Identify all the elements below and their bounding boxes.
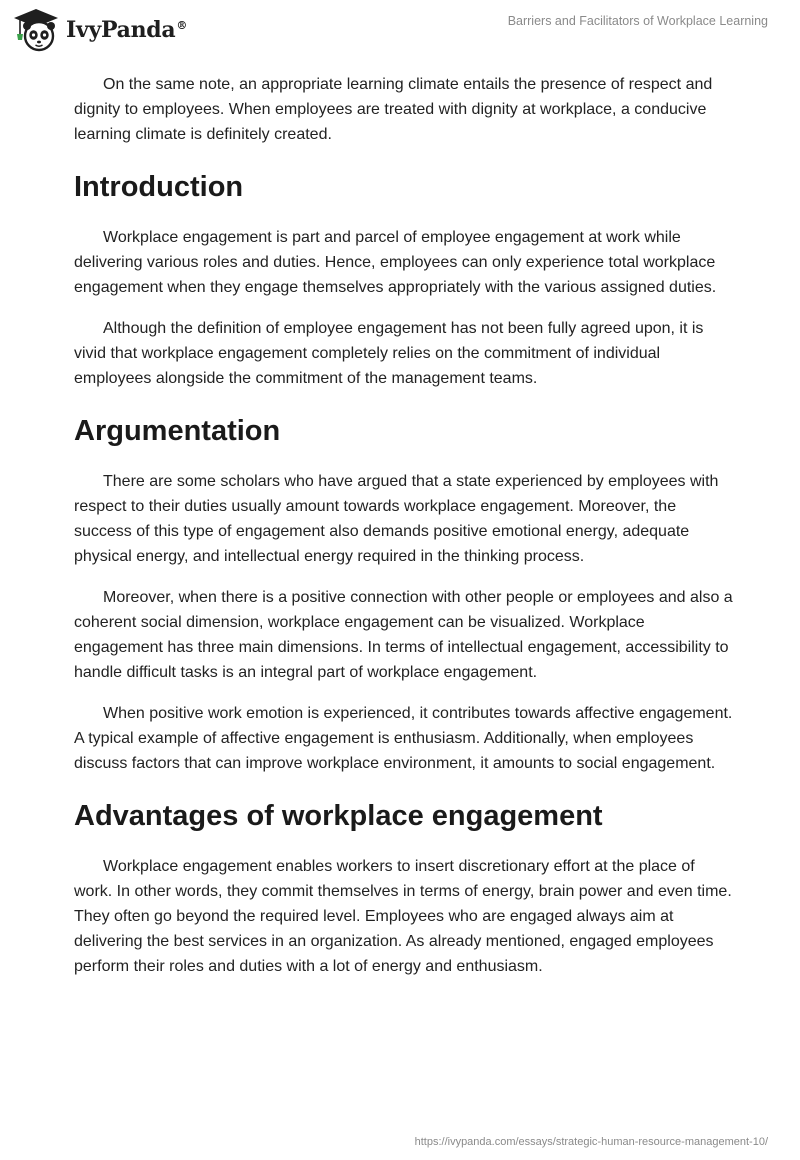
- paragraph: When positive work emotion is experienced, it contributes towards affective engagement. A typical example of affective engagement is enthusiasm. Additionally, when employees discuss factors that can improve workplace environment, it amounts to social engagement.: [74, 705, 733, 772]
- paragraph: On the same note, an appropriate learning climate entails the presence of respect and dignity to employees. When employees are treated with dignity at workplace, a conducive learning climate is definitely created.: [74, 76, 713, 143]
- paragraph: There are some scholars who have argued that a state experienced by employees with respect to their duties usually amount towards workplace engagement. Moreover, the success of this type of engagement also demands positive emotional energy, adequate physical energy, and intellectual energy required in the thinking process.: [74, 473, 719, 565]
- section-heading-argumentation: Argumentation: [74, 415, 281, 447]
- page-header: [0, 0, 800, 60]
- section-heading-introduction: Introduction: [74, 171, 244, 203]
- document-title: Barriers and Facilitators of Workplace Learning: [507, 14, 768, 28]
- paragraph: Workplace engagement is part and parcel of employee engagement at work while delivering various roles and duties. Hence, employees can only experience total workplace engagement when they engage themselves appropriately with the various assigned duties.: [74, 229, 717, 296]
- essay-body: [74, 72, 734, 995]
- paragraph: Moreover, when there is a positive connection with other people or employees and also a coherent social dimension, workplace engagement can be visualized. Workplace engagement has three main dimensions. In terms of intellectual engagement, accessibility to handle difficult tasks is an integral part of workplace engagement.: [74, 589, 733, 681]
- source-url-link[interactable]: https://ivypanda.com/essays/strategic-human-resource-management-10/: [414, 1136, 768, 1148]
- brand-name: IvyPanda®: [66, 17, 188, 43]
- brand-logo[interactable]: [12, 7, 187, 53]
- section-heading-advantages: Advantages of workplace engagement: [74, 800, 603, 832]
- panda-graduate-icon: [12, 7, 60, 53]
- paragraph: Although the definition of employee engagement has not been fully agreed upon, it is vivid that workplace engagement completely relies on the commitment of individual employees alongside the commitment of the management teams.: [74, 320, 704, 387]
- paragraph: Workplace engagement enables workers to insert discretionary effort at the place of work. In other words, they commit themselves in terms of energy, brain power and even time. They often go beyond the required level. Employees who are engaged always aim at delivering the best services in an organization. As already mentioned, engaged employees perform their roles and duties with a lot of energy and enthusiasm.: [74, 858, 732, 975]
